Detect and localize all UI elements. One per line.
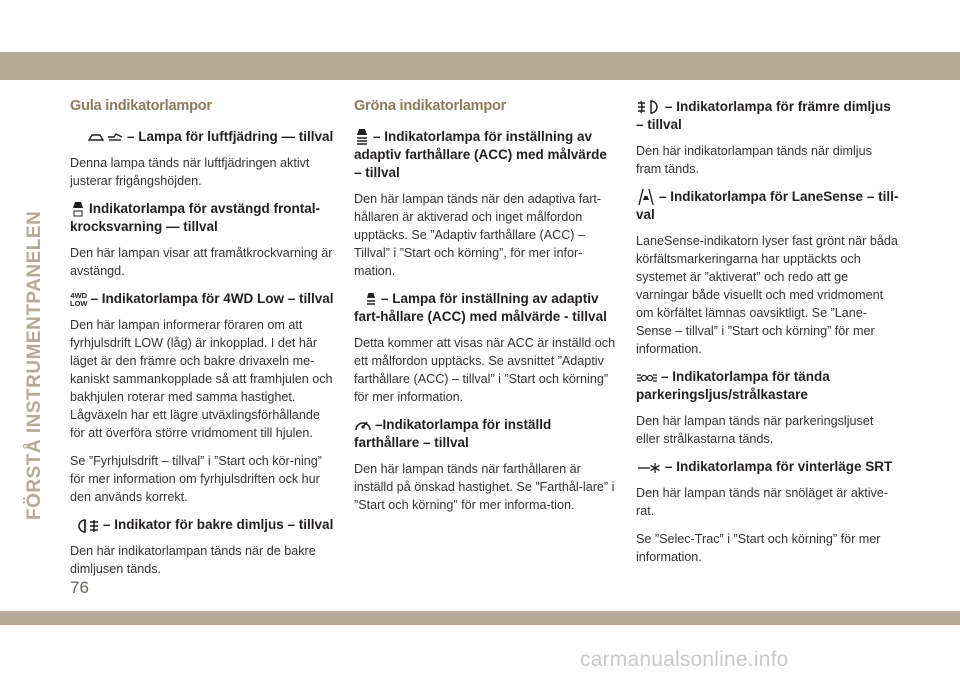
lanesense-icon: [636, 188, 656, 206]
section-title-green: Gröna indikatorlampor: [354, 98, 507, 114]
body-air-suspension: Denna lampa tänds när luftfjädringen aktivt justerar frigångshöjden.: [70, 156, 310, 188]
body-snow-mode: Den här lampan tänds när snöläget är aktive-rat.: [636, 486, 889, 519]
top-margin: [0, 0, 960, 10]
cruise-control-icon: [354, 418, 372, 434]
heading-front-fog: – Indikatorlampa för främre dimljus – tillval: [636, 99, 891, 132]
heading-air-suspension: – Lampa för luftfjädring — tillval: [70, 128, 334, 146]
heading-acc-set-target: – Lampa för inställning av adaptiv fart-hållare (ACC) med målvärde - tillval: [354, 291, 607, 325]
heading-acc-set-no-target: – Indikatorlampa för inställning av adaptiv farthållare (ACC) med målvärde – tillval: [354, 129, 607, 181]
heading-cruise-set: –Indikatorlampa för inställd farthållare – tillval: [354, 417, 552, 451]
body-front-fog: Den här indikatorlampan tänds när dimljus fram tänds.: [636, 144, 872, 176]
page-number: 76: [70, 578, 89, 597]
body-acc-set-target: Detta kommer att visas när ACC är inställd och ett målfordon upptäcks. Se avsnittet ”Adaptiv farthållare (ACC) – tillval” i ”Start och körning” för mer information.: [354, 336, 616, 405]
air-suspension-icon: [88, 131, 124, 143]
side-chapter-title-text: FÖRSTÅ INSTRUMENTPANELEN: [24, 210, 45, 520]
heading-park-lights: – Indikatorlampa för tända parkeringsljus/strålkastare: [636, 369, 830, 403]
rear-fog-light-icon: [76, 518, 100, 534]
body-fcw-off: Den här lampan visar att framåtkrockvarning är avstängd.: [70, 246, 333, 279]
body-park-lights: Den här lampan tänds när parkeringsljuset eller strålkastarna tänds.: [636, 414, 874, 447]
body-4wd-reference: Se ”Fyrhjulsdrift – tillval” i ”Start och kör-ning” för mer information om fyrhjulsdriften ock hur den används korrekt.: [70, 454, 322, 505]
heading-snow-mode: – Indikatorlampa för vinterläge SRT: [636, 458, 900, 476]
body-4wd-low: Den här lampan informerar föraren om att fyrhjulsdrift LOW (låg) är inkopplad. I det här läget är den främre och bakre drivaxeln me-kaniskt sammankopplade så att framhjulen och bakhjulen roterar med samma hastighet. Lågväxeln har ett lägre utväxlingsförhållande för att överföra större vridmoment till hjulen.: [70, 318, 333, 441]
parking-lights-icon: [636, 371, 658, 385]
body-lanesense: LaneSense-indikatorn lyser fast grönt när båda körfältsmarkeringarna har upptäckts och systemet är ”aktiverat” och redo att ge varningar både visuellt och med vridmoment om körfältet lämnas oavsiktligt. Se ”Lane-Sense – tillval” i ”Start och körning” för mer information.: [636, 234, 898, 357]
heading-rear-fog: – Indikator för bakre dimljus – tillval: [70, 516, 334, 534]
front-fog-light-icon: [636, 99, 662, 115]
heading-lanesense: – Indikatorlampa för LaneSense – till-val: [636, 189, 899, 223]
snow-mode-icon: [636, 462, 662, 474]
acc-target-icon: [364, 292, 378, 308]
body-selec-trac: Se ”Selec-Trac” i ”Start och körning” för mer information.: [636, 532, 881, 565]
section-title-yellow: Gula indikatorlampor: [70, 98, 212, 114]
body-cruise-set: Den här lampan tänds när farthållaren är inställd på önskad hastighet. Se ”Farthål-lare” i ”Start och körning” för mer informa-tion.: [354, 462, 615, 513]
column-2: [354, 98, 618, 524]
body-rear-fog: Den här indikatorlampan tänds när de bakre dimljusen tänds.: [70, 544, 316, 577]
footer-band: [0, 611, 960, 625]
4wd-low-icon: 4WD LOW: [70, 290, 88, 308]
column-1: [70, 98, 334, 588]
heading-fcw-off: Indikatorlampa för avstängd frontal-krocksvarning — tillval: [70, 201, 321, 235]
column-3: [636, 98, 900, 576]
side-chapter-title: [24, 210, 54, 520]
watermark: carmanualsonline.info: [580, 648, 789, 671]
header-band: [0, 52, 960, 80]
body-acc-set-no-target: Den här lampan tänds när den adaptiva fart-hållaren är aktiverad och inget målfordon upptäcks. Se ”Adaptiv farthållare (ACC) – Tillval” i ”Start och körning”, för mer infor-mation.: [354, 192, 602, 279]
fcw-off-icon: [70, 200, 86, 218]
acc-car-icon: [354, 128, 370, 146]
heading-4wd-low: 4WD LOW – Indikatorlampa för 4WD Low – tillval: [70, 290, 334, 308]
